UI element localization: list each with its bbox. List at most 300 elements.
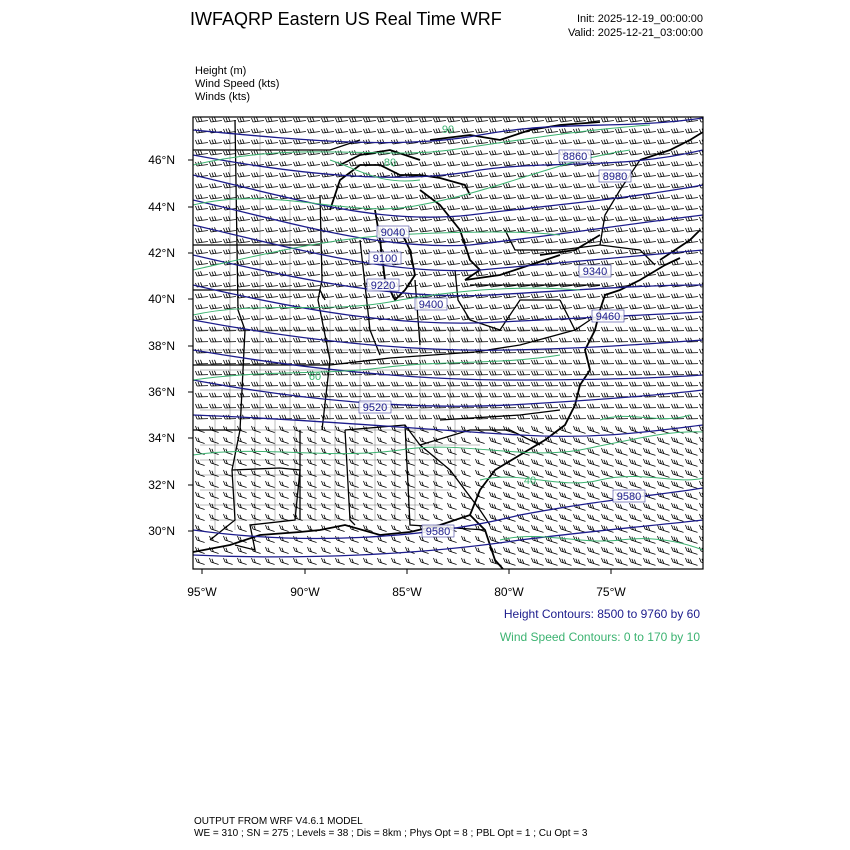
wind-barb xyxy=(336,415,349,419)
wind-barb xyxy=(588,304,600,309)
height-contour-label: 9580 xyxy=(425,526,451,538)
wind-barb xyxy=(210,514,219,521)
wind-barb xyxy=(504,492,516,499)
wind-barb xyxy=(602,514,614,521)
wind-barb xyxy=(224,349,237,353)
lat-tick-label: 40°N xyxy=(148,292,175,306)
wind-barb xyxy=(252,349,265,353)
wind-barb xyxy=(336,481,345,488)
wind-barb xyxy=(434,183,446,188)
wind-barb xyxy=(238,139,250,144)
wind-barb xyxy=(518,271,530,276)
wind-barb xyxy=(350,216,362,221)
wind-barb xyxy=(238,227,250,232)
wind-barb xyxy=(602,139,614,144)
wind-barb xyxy=(546,304,558,309)
wind-barb xyxy=(322,558,331,565)
latitude-axis xyxy=(148,153,193,538)
wind-barb xyxy=(504,161,516,166)
height-contour-label: 9040 xyxy=(380,227,406,239)
wind-barb xyxy=(224,470,233,477)
wind-barb xyxy=(546,558,558,565)
height-contour-label: 9100 xyxy=(372,253,398,265)
wind-barb xyxy=(462,338,475,342)
wind-barb xyxy=(252,172,264,177)
wind-barb xyxy=(588,216,600,221)
wind-barb xyxy=(392,525,401,532)
wind-barb xyxy=(574,139,586,144)
wind-barb xyxy=(420,393,433,397)
wind-barb xyxy=(238,249,250,254)
wind-barb xyxy=(392,371,405,375)
field-label-height: Height (m) xyxy=(195,65,247,77)
wind-barb xyxy=(504,371,517,375)
wind-barb xyxy=(378,293,390,298)
wind-barb xyxy=(266,183,278,188)
wind-barb xyxy=(616,260,628,265)
wind-barb xyxy=(602,470,614,477)
state-boundaries xyxy=(193,120,655,550)
wind-barb xyxy=(588,470,600,477)
wind-barb xyxy=(294,172,306,177)
wind-barb xyxy=(336,426,345,433)
wind-barb xyxy=(196,216,208,221)
wind-barb xyxy=(476,558,485,565)
wind-barb xyxy=(630,371,643,375)
wind-barb xyxy=(532,227,544,232)
wind-barb xyxy=(308,547,317,554)
wind-barb xyxy=(406,117,418,122)
lon-tick-label: 85°W xyxy=(392,585,422,599)
wind-barb xyxy=(560,459,572,466)
wind-barb xyxy=(210,371,223,375)
wind-barb xyxy=(378,216,390,221)
wind-barb xyxy=(518,360,531,364)
wind-barb xyxy=(616,117,628,122)
wind-barb xyxy=(406,271,418,276)
wind-barb xyxy=(616,404,629,408)
wind-barb xyxy=(252,514,261,521)
wind-barb xyxy=(518,503,530,510)
wind-barb xyxy=(224,282,236,287)
wind-barb xyxy=(518,459,530,466)
wind-barb xyxy=(266,525,275,532)
wind-barb xyxy=(350,470,359,477)
wind-barb xyxy=(210,426,219,433)
wind-barb xyxy=(686,470,698,477)
wind-barb xyxy=(532,371,545,375)
wind-barb xyxy=(224,393,237,397)
wind-barb xyxy=(490,481,502,488)
wind-barb xyxy=(336,249,348,254)
wind-barb xyxy=(644,117,656,122)
wind-barb xyxy=(630,271,642,276)
wind-barb xyxy=(700,216,712,221)
wind-barb xyxy=(644,558,656,565)
wind-barb xyxy=(672,161,684,166)
wind-barb xyxy=(308,503,317,510)
wind-barb xyxy=(448,448,457,455)
wind-barb xyxy=(238,470,247,477)
wind-barb xyxy=(434,393,447,397)
wind-barb xyxy=(630,547,642,554)
wind-barb xyxy=(490,393,503,397)
wind-barb xyxy=(280,183,292,188)
wind-barb xyxy=(434,271,446,276)
wind-barb xyxy=(686,360,699,364)
wind-barb xyxy=(392,415,405,419)
wind-barb xyxy=(364,117,376,122)
wind-barb xyxy=(490,260,502,265)
wind-barb xyxy=(588,293,600,298)
wind-barb xyxy=(532,415,545,419)
init-time: Init: 2025-12-19_00:00:00 xyxy=(577,13,703,25)
wind-barb xyxy=(490,459,502,466)
wind-barb xyxy=(700,437,712,444)
wind-barb xyxy=(476,426,485,433)
wind-barb xyxy=(378,183,390,188)
wind-barb xyxy=(448,315,460,320)
wind-barb xyxy=(364,349,377,353)
wind-barb xyxy=(616,547,628,554)
wind-barb xyxy=(546,371,559,375)
wind-barb xyxy=(224,404,237,408)
wind-barb xyxy=(630,514,642,521)
wind-barb xyxy=(644,536,656,543)
wind-barb xyxy=(602,349,615,353)
wind-barb xyxy=(504,117,516,122)
wind-barb xyxy=(672,448,684,455)
wind-barb xyxy=(350,514,359,521)
wind-barb xyxy=(364,514,373,521)
wind-barb xyxy=(238,525,247,532)
wind-barb xyxy=(588,139,600,144)
wind-barb xyxy=(434,161,446,166)
wind-barb xyxy=(574,459,586,466)
wind-barb xyxy=(700,304,712,309)
wind-barb xyxy=(224,139,236,144)
wind-barb xyxy=(574,393,587,397)
wind-barb xyxy=(266,315,278,320)
wind-barb xyxy=(644,172,656,177)
wind-barb xyxy=(224,371,237,375)
wind-barb xyxy=(420,205,432,210)
wind-barb xyxy=(322,492,331,499)
wind-barb xyxy=(294,260,306,265)
wind-barb xyxy=(364,216,376,221)
lat-tick-label: 44°N xyxy=(148,200,175,214)
wind-barb xyxy=(672,183,684,188)
wind-barb xyxy=(686,404,699,408)
wind-barb xyxy=(420,382,433,386)
wind-barb xyxy=(686,503,698,510)
wind-barb xyxy=(630,536,642,543)
wind-contour-label: 40 xyxy=(523,475,537,487)
wind-barb xyxy=(546,117,558,122)
lat-tick-label: 34°N xyxy=(148,431,175,445)
wind-barb xyxy=(560,404,573,408)
wind-barb xyxy=(588,249,600,254)
wind-barb xyxy=(210,393,223,397)
wind-barb xyxy=(686,481,698,488)
wind-barb xyxy=(616,216,628,221)
wind-barb xyxy=(252,382,265,386)
wind-barb xyxy=(420,161,432,166)
wind-barb xyxy=(686,349,699,353)
wind-barb xyxy=(266,172,278,177)
wind-barb xyxy=(672,481,684,488)
wind-barb xyxy=(686,536,698,543)
wind-barb xyxy=(476,227,488,232)
wind-barb xyxy=(196,260,208,265)
lon-tick-label: 90°W xyxy=(290,585,320,599)
wind-barb xyxy=(518,260,530,265)
wind-barb xyxy=(224,150,236,155)
wind-barb xyxy=(546,293,558,298)
wind-barb xyxy=(294,194,306,199)
wind-barb xyxy=(560,227,572,232)
wind-barb xyxy=(308,150,320,155)
wind-barb xyxy=(504,481,516,488)
wind-barb xyxy=(532,194,544,199)
wind-barb xyxy=(238,216,250,221)
height-contour-label: 9220 xyxy=(370,280,396,292)
wind-barb xyxy=(686,547,698,554)
wind-barb xyxy=(308,238,320,243)
wind-barb xyxy=(196,404,209,408)
wind-barb xyxy=(392,503,401,510)
wind-barb xyxy=(378,558,387,565)
wind-barb xyxy=(532,360,545,364)
wind-barb xyxy=(392,382,405,386)
wind-barb xyxy=(602,503,614,510)
wind-barb xyxy=(420,514,429,521)
wind-barb xyxy=(476,260,488,265)
wind-barb xyxy=(224,360,237,364)
wind-barb xyxy=(574,470,586,477)
wind-barb xyxy=(518,117,530,122)
wind-barb xyxy=(658,371,671,375)
wind-barb xyxy=(210,172,222,177)
wind-barb xyxy=(378,437,387,444)
wind-barb xyxy=(406,161,418,166)
wind-barb xyxy=(630,238,642,243)
wind-barb xyxy=(252,470,261,477)
wind-barb xyxy=(644,327,657,331)
wind-barb xyxy=(462,547,471,554)
wind-barb xyxy=(644,161,656,166)
wind-barb xyxy=(560,558,572,565)
wind-barb xyxy=(210,404,223,408)
wind-barb xyxy=(658,503,670,510)
wind-barb xyxy=(252,437,261,444)
wind-barb xyxy=(672,304,684,309)
wind-barb xyxy=(252,393,265,397)
wind-barb xyxy=(196,514,205,521)
wind-barb xyxy=(420,470,429,477)
wind-barb xyxy=(322,150,334,155)
wind-barb xyxy=(630,304,642,309)
wind-barb xyxy=(686,393,699,397)
wind-barb xyxy=(462,161,474,166)
wind-barb xyxy=(336,437,345,444)
wind-barb xyxy=(364,547,373,554)
wind-barb xyxy=(210,437,219,444)
wind-barb xyxy=(490,117,502,122)
field-label-wind-speed: Wind Speed (kts) xyxy=(195,78,280,90)
wind-barb xyxy=(392,481,401,488)
wind-barb xyxy=(644,249,656,254)
wind-barb xyxy=(616,349,629,353)
wind-barb xyxy=(616,426,628,433)
wind-barb xyxy=(672,371,685,375)
wind-barb xyxy=(238,492,247,499)
wind-barb xyxy=(252,547,261,554)
wind-barb xyxy=(238,150,250,155)
wind-barb xyxy=(560,139,572,144)
wind-barb xyxy=(196,249,208,254)
wind-barb xyxy=(224,547,233,554)
wind-barb xyxy=(322,194,334,199)
wind-barb xyxy=(350,293,362,298)
wind-barb xyxy=(560,172,572,177)
wind-barb xyxy=(462,536,471,543)
wind-barb xyxy=(532,426,544,433)
wind-barb xyxy=(224,426,233,433)
wind-barb xyxy=(490,338,503,342)
lat-tick-label: 32°N xyxy=(148,478,175,492)
wind-barb xyxy=(224,503,233,510)
wind-barb xyxy=(476,194,488,199)
wind-barb xyxy=(448,161,460,166)
wind-barb xyxy=(406,536,415,543)
wind-barb xyxy=(280,514,289,521)
wind-barb xyxy=(322,183,334,188)
wind-barb xyxy=(686,315,698,320)
wind-barb xyxy=(196,360,209,364)
wind-barb xyxy=(434,227,446,232)
wind-barb xyxy=(518,371,531,375)
wind-barb xyxy=(504,194,516,199)
model-info-line: OUTPUT FROM WRF V4.6.1 MODEL xyxy=(194,816,363,827)
wind-barb xyxy=(448,503,457,510)
wind-barb xyxy=(308,492,317,499)
wind-barb xyxy=(238,172,250,177)
wind-barb xyxy=(644,547,656,554)
wind-barb xyxy=(630,227,642,232)
wind-barb xyxy=(378,481,387,488)
wind-barb xyxy=(322,128,334,133)
wind-barb xyxy=(238,205,250,210)
wind-barb xyxy=(518,327,531,331)
wind-barb xyxy=(392,216,404,221)
wind-barb xyxy=(280,128,292,133)
model-config-line: WE = 310 ; SN = 275 ; Levels = 38 ; Dis = 8km ; Phys Opt = 8 ; PBL Opt = 1 ; Cu Opt = 3 xyxy=(194,828,588,839)
wind-barb xyxy=(322,503,331,510)
wind-barb xyxy=(490,503,502,510)
wind-barb xyxy=(588,514,600,521)
wind-barb xyxy=(294,525,303,532)
wind-barb xyxy=(658,514,670,521)
wind-barb xyxy=(644,139,656,144)
wind-barb xyxy=(476,216,488,221)
wind-barb xyxy=(672,514,684,521)
wind-barb xyxy=(658,349,671,353)
wind-barb xyxy=(644,360,657,364)
wind-barb xyxy=(700,481,712,488)
wind-barb xyxy=(700,172,712,177)
wind-barb xyxy=(602,547,614,554)
wind-barb xyxy=(266,304,278,309)
wind-barb xyxy=(546,492,558,499)
wind-barb xyxy=(406,371,419,375)
wind-barb xyxy=(210,117,222,122)
wind-barb xyxy=(672,547,684,554)
wind-barb xyxy=(616,327,629,331)
wind-barb xyxy=(308,194,320,199)
wind-barb xyxy=(406,393,419,397)
wind-barb xyxy=(630,216,642,221)
wind-barb xyxy=(420,315,432,320)
wind-barb xyxy=(364,492,373,499)
wind-barb xyxy=(448,150,460,155)
wind-barb xyxy=(196,470,205,477)
lon-tick-label: 80°W xyxy=(494,585,524,599)
wind-barb xyxy=(602,338,615,342)
wind-barb xyxy=(406,382,419,386)
wind-barb xyxy=(630,558,642,565)
wind-barb xyxy=(364,227,376,232)
wind-barb xyxy=(308,260,320,265)
wind-barb xyxy=(294,315,306,320)
wind-barb xyxy=(210,183,222,188)
wind-barb xyxy=(210,448,219,455)
wind-barb xyxy=(588,492,600,499)
wind-barb xyxy=(406,327,419,331)
wind-barb xyxy=(224,227,236,232)
wind-barb xyxy=(420,260,432,265)
wind-barb xyxy=(490,205,502,210)
wind-barb xyxy=(560,194,572,199)
wind-barb xyxy=(336,150,348,155)
wind-barb xyxy=(616,304,628,309)
wind-barb xyxy=(602,525,614,532)
wind-barb xyxy=(224,558,233,565)
wind-barb xyxy=(252,315,264,320)
wind-barb xyxy=(266,382,279,386)
wind-barb xyxy=(392,536,401,543)
wind-barb xyxy=(238,382,251,386)
wind-barb xyxy=(420,481,429,488)
lat-tick-label: 38°N xyxy=(148,339,175,353)
wind-barb xyxy=(644,238,656,243)
wind-barb xyxy=(266,128,278,133)
wind-barb xyxy=(658,271,670,276)
wind-barb xyxy=(532,558,544,565)
wind-barb xyxy=(350,547,359,554)
wind-barb xyxy=(210,216,222,221)
wind-barb xyxy=(490,194,502,199)
wind-barb xyxy=(476,382,489,386)
wind-barb xyxy=(560,327,573,331)
wind-barb xyxy=(280,117,292,122)
wind-barb xyxy=(546,183,558,188)
wind-barb xyxy=(476,536,485,543)
wind-barb xyxy=(294,117,306,122)
wind-barb xyxy=(392,304,404,309)
wind-barb xyxy=(434,514,443,521)
wind-barb xyxy=(644,293,656,298)
